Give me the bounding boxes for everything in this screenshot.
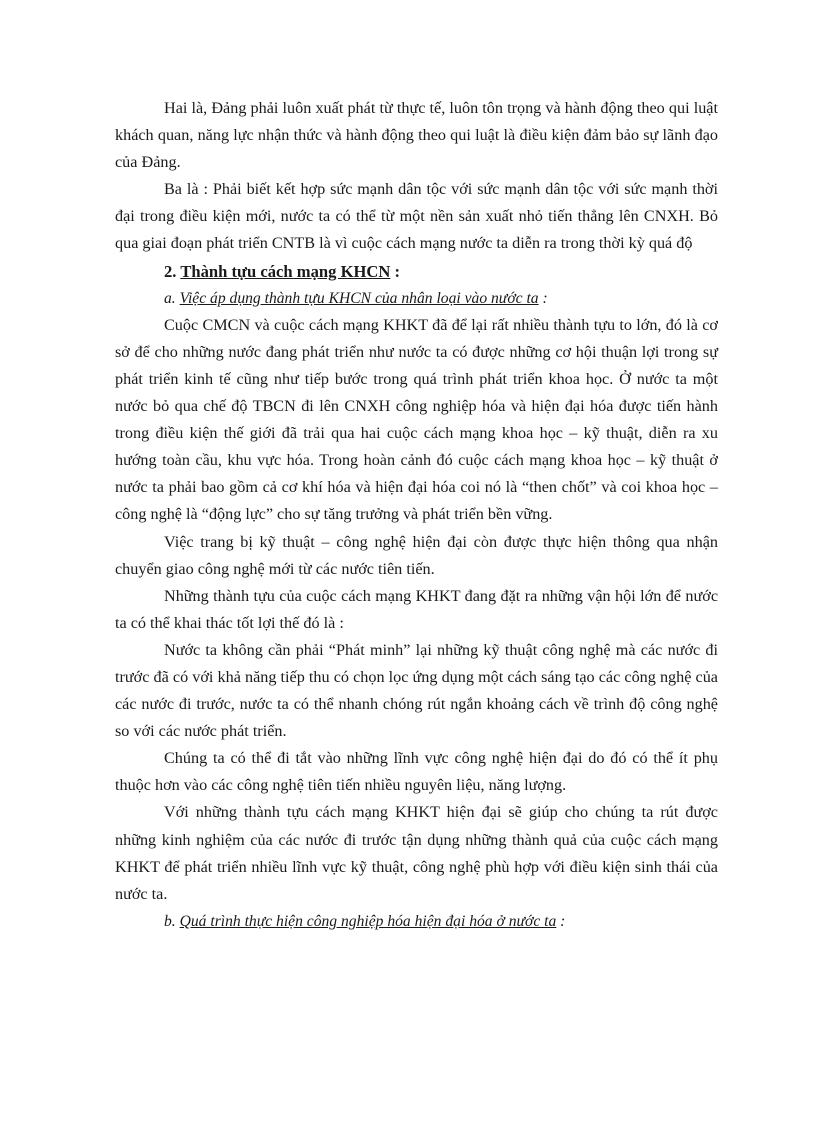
paragraph-voi-nhung: Với những thành tựu cách mạng KHKT hiện đại sẽ giúp cho chúng ta rút được những kinh nghiệm của các nước đi trước tận dụng những thành quả của cuộc cách mạng KHKT để phát triển nhiều lĩnh vực kỹ thuật, công nghệ phù hợp với điều kiện sinh thái của nước ta.	[115, 803, 718, 903]
subheading-a	[115, 285, 718, 312]
section-title-suffix: :	[390, 261, 401, 281]
subheading-b-letter: b.	[164, 912, 176, 930]
subheading-b	[115, 908, 718, 935]
paragraph-nhung-thanh-tuu: Những thành tựu của cuộc cách mạng KHKT đang đặt ra những vận hội lớn để nước ta có thể khai thác tốt lợi thế đó là :	[115, 586, 718, 632]
section-heading	[115, 258, 718, 285]
subheading-b-suffix: :	[556, 912, 566, 930]
section-number: 2.	[164, 261, 177, 281]
subheading-b-title: Quá trình thực hiện công nghiệp hóa hiện đại hóa ở nước ta	[179, 912, 557, 930]
document-page	[115, 95, 718, 935]
paragraph-viec-trang-bi: Việc trang bị kỹ thuật – công nghệ hiện đại còn được thực hiện thông qua nhận chuyển giao công nghệ mới từ các nước tiên tiến.	[115, 532, 718, 578]
paragraph-ba-la: Ba là : Phải biết kết hợp sức mạnh dân tộc với sức mạnh dân tộc với sức mạnh thời đại trong điều kiện mới, nước ta có thể từ một nền sản xuất nhỏ tiến thẳng lên CNXH. Bỏ qua giai đoạn phát triển CNTB là vì cuộc cách mạng nước ta diễn ra trong thời kỳ quá độ	[115, 180, 718, 253]
subheading-a-suffix: :	[538, 289, 548, 307]
subheading-a-letter: a.	[164, 289, 176, 307]
paragraph-cuoc-cmcn: Cuộc CMCN và cuộc cách mạng KHKT đã để lại rất nhiều thành tựu to lớn, đó là cơ sở để cho những nước đang phát triển như nước ta có được những cơ hội thuận lợi trong sự phát triển kinh tế cũng như tiếp bước trong quá trình phát triển khoa học. Ở nước ta một nước bỏ qua chế độ TBCN đi lên CNXH công nghiệp hóa và hiện đại hóa được tiến hành trong điều kiện thế giới đã trải qua hai cuộc cách mạng khoa học – kỹ thuật, diễn ra xu hướng toàn cầu, khu vực hóa. Trong hoàn cảnh đó cuộc cách mạng khoa học – kỹ thuật ở nước ta phải bao gồm cả cơ khí hóa và hiện đại hóa coi nó là “then chốt” và coi khoa học – công nghệ là “động lực” cho sự tăng trưởng và phát triển bền vững.	[115, 315, 718, 524]
section-title: Thành tựu cách mạng KHCN	[180, 261, 391, 281]
paragraph-chung-ta: Chúng ta có thể đi tắt vào những lĩnh vực công nghệ hiện đại do đó có thể ít phụ thuộc hơn vào các công nghệ tiên tiến nhiều nguyên liệu, năng lượng.	[115, 749, 718, 795]
subheading-a-title: Việc áp dụng thành tựu KHCN của nhân loại vào nước ta	[179, 289, 539, 307]
paragraph-hai-la: Hai là, Đảng phải luôn xuất phát từ thực tế, luôn tôn trọng và hành động theo qui luật khách quan, năng lực nhận thức và hành động theo qui luật là điều kiện đảm bảo sự lãnh đạo của Đảng.	[115, 99, 718, 172]
paragraph-nuoc-ta: Nước ta không cần phải “Phát minh” lại những kỹ thuật công nghệ mà các nước đi trước đã có với khả năng tiếp thu có chọn lọc ứng dụng một cách sáng tạo các công nghệ của các nước đi trước, nước ta có thể nhanh chóng rút ngắn khoảng cách về trình độ công nghệ so với các nước phát triển.	[115, 640, 718, 741]
